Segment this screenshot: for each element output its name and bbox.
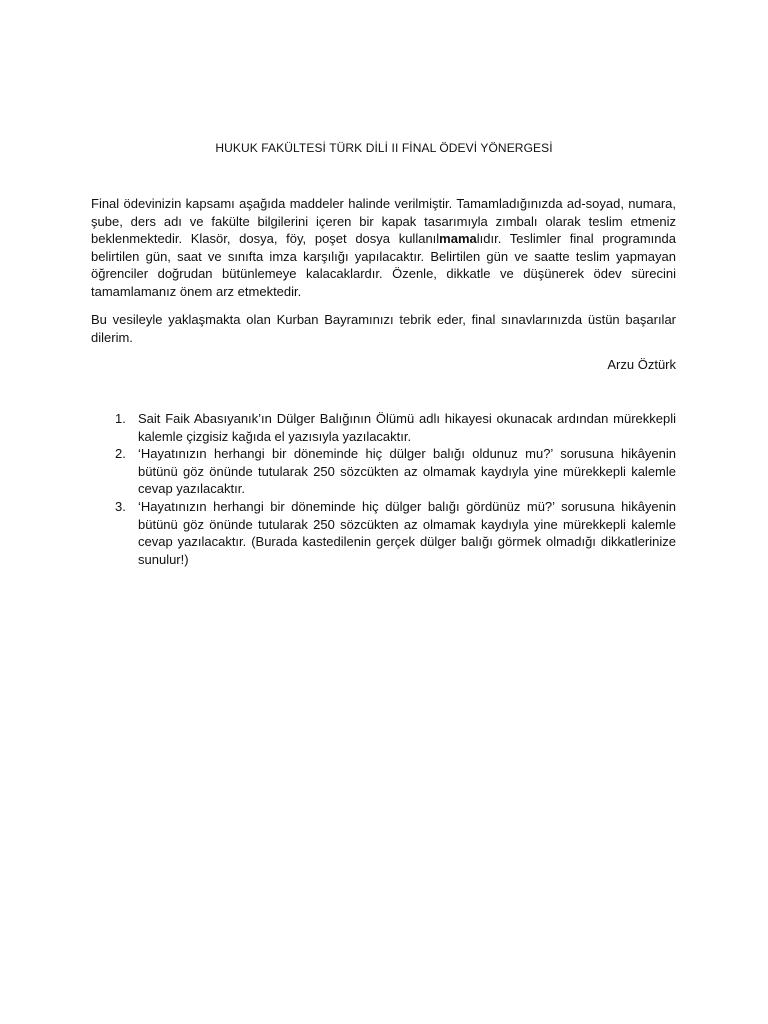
instructions-text-start: Final ödevinizin kapsamı aşağıda maddeler halinde verilmiştir. Tamamladığınızda ad-soyad, numara, şube, ders adı ve fakülte bilgilerini içeren bir kapak tasarımıyla zımbalı olarak teslim etmeniz beklenmektedir. Klasör, dosya, föy, poşet dosya kullanıl: [91, 196, 676, 247]
task-text: ‘Hayatınızın herhangi bir döneminde hiç dülger balığı oldunuz mu?’ sorusuna hikâyenin bütünü göz önünde tutularak 250 sözcükten az olmamak kaydıyla yine mürekkepli kalemle cevap yazılacaktır.: [138, 446, 676, 497]
task-item: [91, 445, 676, 498]
task-number: 3.: [115, 498, 126, 514]
author-signature: Arzu Öztürk: [607, 357, 676, 372]
task-item: [91, 498, 676, 568]
document-title: HUKUK FAKÜLTESİ TÜRK DİLİ II FİNAL ÖDEVİ YÖNERGESİ: [215, 141, 553, 155]
greeting-paragraph: Bu vesileyle yaklaşmakta olan Kurban Bayramınızı tebrik eder, final sınavlarınızda üstün başarılar dilerim.: [91, 312, 676, 345]
task-item: [91, 410, 676, 445]
instructions-text-end: lıdır. Teslimler final programında belirtilen gün, saat ve sınıfta imza karşılığı yapılacaktır. Belirtilen gün ve saatte teslim yapmayan öğrenciler doğrudan bütünlemeye kalacaklardır. Özenle, dikkatle ve düşünerek ödev sürecini tamamlamanız önem arz etmektedir.: [91, 231, 676, 299]
task-text: Sait Faik Abasıyanık’ın Dülger Balığının Ölümü adlı hikayesi okunacak ardından mürekkepli kalemle çizgisiz kağıda el yazısıyla yazılacaktır.: [138, 411, 676, 444]
task-number: 1.: [115, 411, 126, 426]
task-number: 2.: [115, 446, 126, 462]
task-list: [91, 410, 676, 568]
task-text: ‘Hayatınızın herhangi bir döneminde hiç dülger balığı gördünüz mü?’ sorusuna hikâyenin bütünü göz önünde tutularak 250 sözcükten az olmamak kaydıyla yine mürekkepli kalemle cevap yazılacaktır. (Burada kastedilenin gerçek dülger balığı görmek olmadığı dikkatlerinize sunulur!): [138, 498, 676, 567]
instructions-bold-text: mama: [439, 231, 477, 247]
instructions-paragraph: [91, 195, 676, 301]
